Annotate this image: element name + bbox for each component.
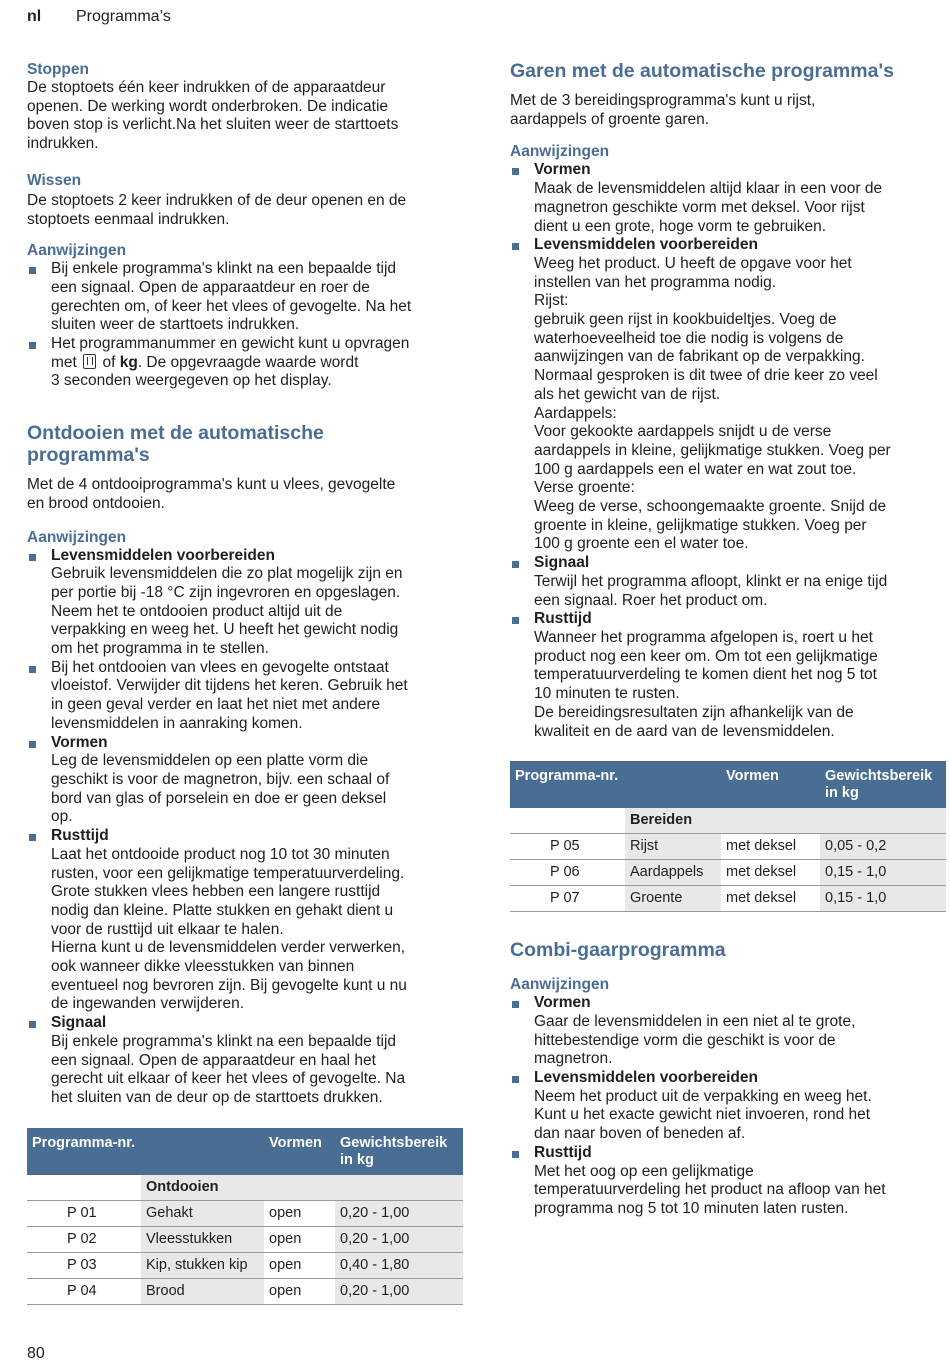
wissen-heading: Wissen <box>27 171 82 189</box>
table-header-row <box>27 1128 463 1175</box>
list-item: Rusttijd Met het oog op een gelijkmatige temperatuurverdeling het product na afloop van het programma nog 5 tot 10 minuten laten rusten. <box>510 1144 946 1219</box>
garen-aanwijzingen-list <box>510 161 946 741</box>
ontdooien-program-table <box>27 1128 463 1305</box>
col-header-program-nr: Programma-nr. <box>27 1128 264 1175</box>
bereiden-program-table <box>510 761 946 912</box>
col-header-gewicht: Gewichtsbereik in kg <box>820 761 946 808</box>
col-header-program-nr: Programma-nr. <box>510 761 721 808</box>
table-row: P 03 Kip, stukken kip open 0,40 - 1,80 <box>27 1252 463 1278</box>
col-header-vormen: Vormen <box>264 1128 335 1175</box>
list-item: Levensmiddelen voorbereiden Neem het product uit de verpakking en weeg het. Kunt u het exacte gewicht niet invoeren, rond het dan naar boven of beneden af. <box>510 1069 946 1144</box>
kg-key-label: kg <box>119 353 138 371</box>
list-item: Bij het ontdooien van vlees en gevogelte ontstaat vloeistof. Verwijder dit tijdens het keren. Gebruik het in geen geval verder en laat het niet met andere levensmiddelen in aanraking komen. <box>27 659 467 734</box>
aanwijzingen-list <box>27 260 467 391</box>
list-item: Rusttijd Laat het ontdooide product nog 10 tot 30 minuten rusten, voor een gelijkmatige temperatuurverdeling. Grote stukken vlees hebben een langere rusttijd nodig dan kleine. Platte stukken en gehakt dient u voor de rusttijd uit elkaar te halen. Hierna kunt u de levensmiddelen verder verwerken, ook wanneer dikke vleesstukken van binnen eventueel nog bevroren zijn. Bij gevogelte kunt u nu de ingewanden verwijderen. <box>27 827 467 1014</box>
page-header <box>27 8 171 26</box>
page-number: 80 <box>27 1345 45 1362</box>
ontdooien-intro: Met de 4 ontdooiprogramma's kunt u vlees, gevogelte en brood ontdooien. <box>27 476 396 512</box>
list-item: Vormen Leg de levensmiddelen op een platte vorm die geschikt is voor de magnetron, bijv. een schaal of bord van glas of porselein en doe er geen deksel op. <box>27 734 467 828</box>
ontdooien-aanwijzingen-list <box>27 547 467 1108</box>
stoppen-text: De stoptoets één keer indrukken of de apparaatdeur openen. De werking wordt onderbroken. De indicatie boven stop is verlicht.Na het sluiten weer de starttoets indrukken. <box>27 79 399 153</box>
list-item: Signaal Bij enkele programma's klinkt na een bepaalde tijd een signaal. Open de apparaatdeur en haal het gerecht uit elkaar of keer het vlees of gevogelte. Na het sluiten van de deur op de starttoets drukken. <box>27 1014 467 1108</box>
combi-heading: Combi-gaarprogramma <box>510 939 726 962</box>
list-item: Signaal Terwijl het programma afloopt, klinkt er na enige tijd een signaal. Roer het product om. <box>510 554 946 610</box>
category-label: Ontdooien <box>141 1175 463 1201</box>
table-row: P 02 Vleesstukken open 0,20 - 1,00 <box>27 1226 463 1252</box>
list-item: Rusttijd Wanneer het programma afgelopen is, roert u het product nog een keer om. Om tot een gelijkmatige temperatuurverdeling te komen dient het nog 5 tot 10 minuten te rusten. De bereidingsresultaten zijn afhankelijk van de kwaliteit en de aard van de levensmiddelen. <box>510 610 946 741</box>
wissen-text: De stoptoets 2 keer indrukken of de deur openen en de stoptoets eenmaal indrukken. <box>27 191 407 228</box>
table-row: P 05 Rijst met deksel 0,05 - 0,2 <box>510 834 946 860</box>
garen-aanwijzingen-heading: Aanwijzingen <box>510 143 610 161</box>
garen-intro: Met de 3 bereidingsprogramma's kunt u rijst, aardappels of groente garen. <box>510 92 816 128</box>
combi-aanwijzingen-heading: Aanwijzingen <box>510 976 610 994</box>
table-row: P 01 Gehakt open 0,20 - 1,00 <box>27 1200 463 1226</box>
section-title: Programma’s <box>76 8 171 25</box>
col-header-gewicht: Gewichtsbereik in kg <box>335 1128 463 1175</box>
list-item: Vormen Gaar de levensmiddelen in een niet al te grote, hittebestendige vorm die geschikt is voor de magnetron. <box>510 994 946 1069</box>
list-item: Bij enkele programma's klinkt na een bepaalde tijd een signaal. Open de apparaatdeur en roer de gerechten om, of keer het vlees of gevogelte. Na het sluiten weer de starttoets indrukken. <box>27 260 467 335</box>
aanwijzingen-heading: Aanwijzingen <box>27 242 127 260</box>
left-column <box>27 60 467 1305</box>
list-item: Vormen Maak de levensmiddelen altijd klaar in een voor de magnetron geschikte vorm met deksel. Voor rijst dient u een grote, hoge vorm te gebruiken. <box>510 161 946 236</box>
table-category-row <box>27 1175 463 1201</box>
garen-heading: Garen met de automatische programma's <box>510 60 894 82</box>
right-column <box>510 60 946 1219</box>
table-row: P 04 Brood open 0,20 - 1,00 <box>27 1278 463 1304</box>
col-header-vormen: Vormen <box>721 761 820 808</box>
table-row: P 06 Aardappels met deksel 0,15 - 1,0 <box>510 860 946 886</box>
ontdooien-aanwijzingen-heading: Aanwijzingen <box>27 528 127 546</box>
language-code: nl <box>27 8 42 25</box>
table-row: P 07 Groente met deksel 0,15 - 1,0 <box>510 886 946 912</box>
list-item: Levensmiddelen voorbereiden Gebruik levensmiddelen die zo plat mogelijk zijn en per portie bij -18 °C zijn ingevroren en opgeslagen. Neem het te ontdooien product altijd uit de verpakking en weeg het. U heeft het gewicht nodig om het programma in te stellen. <box>27 547 467 659</box>
program-key-icon <box>83 354 96 369</box>
combi-aanwijzingen-list <box>510 994 946 1218</box>
list-item: Het programmanummer en gewicht kunt u opvragen met of kg. De opgevraagde waarde wordt 3 seconden weergegeven op het display. <box>27 335 467 391</box>
table-category-row <box>510 808 946 834</box>
list-item: Levensmiddelen voorbereiden Weeg het product. U heeft de opgave voor het instellen van het programma nodig. Rijst: gebruik geen rijst in kookbuideltjes. Voeg de waterhoeveelheid toe die nodig is volgens de aanwijzingen van de fabrikant op de verpakking. Normaal gesproken is dit twee of drie keer zo veel als het gewicht van de rijst. Aardappels: Voor gekookte aardappels snijdt u de verse aardappels in kleine, gelijkmatige stukken. Voeg per 100 g aardappels een el water en wat zout toe. Verse groente: Weeg de verse, schoongemaakte groente. Snijd de groente in kleine, gelijkmatige stukken. Voeg per 100 g groente een el water toe. <box>510 236 946 554</box>
table-header-row <box>510 761 946 808</box>
category-label: Bereiden <box>625 808 946 834</box>
stoppen-heading: Stoppen <box>27 61 89 78</box>
ontdooien-heading: Ontdooien met de automatische programma's <box>27 422 324 467</box>
